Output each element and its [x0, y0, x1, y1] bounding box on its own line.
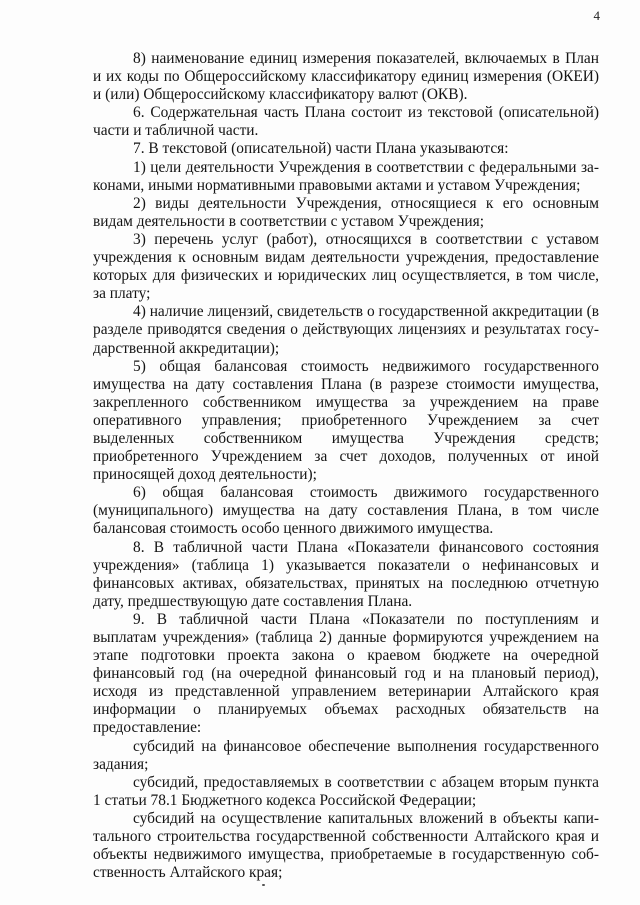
paragraph-item-5-real-estate: 5) общая балансовая стоимость недвижимого государственного имущества на дату составления Плана (в разрезе стоимости имущества, закрепленного собственником имущества за учреждением на праве оперативного управления; приобретенного Учреждением за счет выделенных собственником имущества Учреждения средств; приобретенного Учреждением за счет доходов, полученных от иной приносящей доход деятельности);	[93, 357, 599, 484]
scan-speck	[262, 884, 265, 886]
paragraph-item-8-units: 8) наименование единиц измерения показателей, включаемых в План и их коды по Общероссийскому классификатору единиц измерения (ОКЕИ) и (или) Общероссийскому классификатору валют (ОКВ).	[93, 50, 599, 104]
paragraph-item-4-licenses: 4) наличие лицензий, свидетельств о государственной аккредитации (в разделе приводятся сведения о действующих лицензиях и результатах государственной аккредитации);	[93, 303, 599, 357]
paragraph-item-3-services: 3) перечень услуг (работ), относящихся в соответствии с уставом учреждения к основным видам деятельности учреждения, предоставление которых для физических и юридических лиц осуществляется, в том числе, за плату;	[93, 230, 599, 303]
paragraph-section-8: 8. В табличной части Плана «Показатели финансового состояния учреждения» (таблица 1) указывается показатели о нефинансовых и финансовых активах, обязательствах, принятых на последнюю отчетную дату, предшествующую дате составления Плана.	[93, 538, 599, 610]
document-body	[93, 50, 599, 882]
paragraph-item-1-goals: 1) цели деятельности Учреждения в соответствии с федеральными законами, иными нормативными правовыми актами и уставом Учреждения;	[93, 158, 599, 194]
paragraph-section-7: 7. В текстовой (описательной) части Плана указываются:	[133, 140, 509, 158]
paragraph-subsidy-state-task: субсидий на финансовое обеспечение выполнения государственного задания;	[93, 737, 599, 773]
paragraph-item-2-activities: 2) виды деятельности Учреждения, относящиеся к его основным видам деятельности в соответствии с уставом Учреждения;	[93, 194, 599, 230]
paragraph-item-6-movable-property: 6) общая балансовая стоимость движимого государственного (муниципального) имущества на дату составления Плана, в том числе балансовая стоимость особо ценного движимого имущества.	[93, 484, 599, 538]
paragraph-subsidy-capital-investment: субсидий на осуществление капитальных вложений в объекты капитального строительства государственной собственности Алтайского края и объекты недвижимого имущества, приобретаемые в государственную собственность Алтайского края;	[93, 809, 599, 882]
page-number: 4	[593, 8, 600, 23]
paragraph-subsidy-article-78-1: субсидий, предоставляемых в соответствии с абзацем вторым пункта 1 статьи 78.1 Бюджетного кодекса Российской Федерации;	[93, 773, 599, 809]
paragraph-section-6: 6. Содержательная часть Плана состоит из текстовой (описательной) части и табличной части.	[93, 104, 599, 140]
paragraph-section-9: 9. В табличной части Плана «Показатели по поступлениям и выплатам учреждения» (таблица 2) данные формируются учреждением на этапе подготовки проекта закона о краевом бюджете на очередной финансовый год (на очередной финансовый год и на плановый период), исходя из представленной управлением ветеринарии Алтайского края информации о планируемых объемах расходных обязательств на предоставление:	[93, 610, 599, 737]
